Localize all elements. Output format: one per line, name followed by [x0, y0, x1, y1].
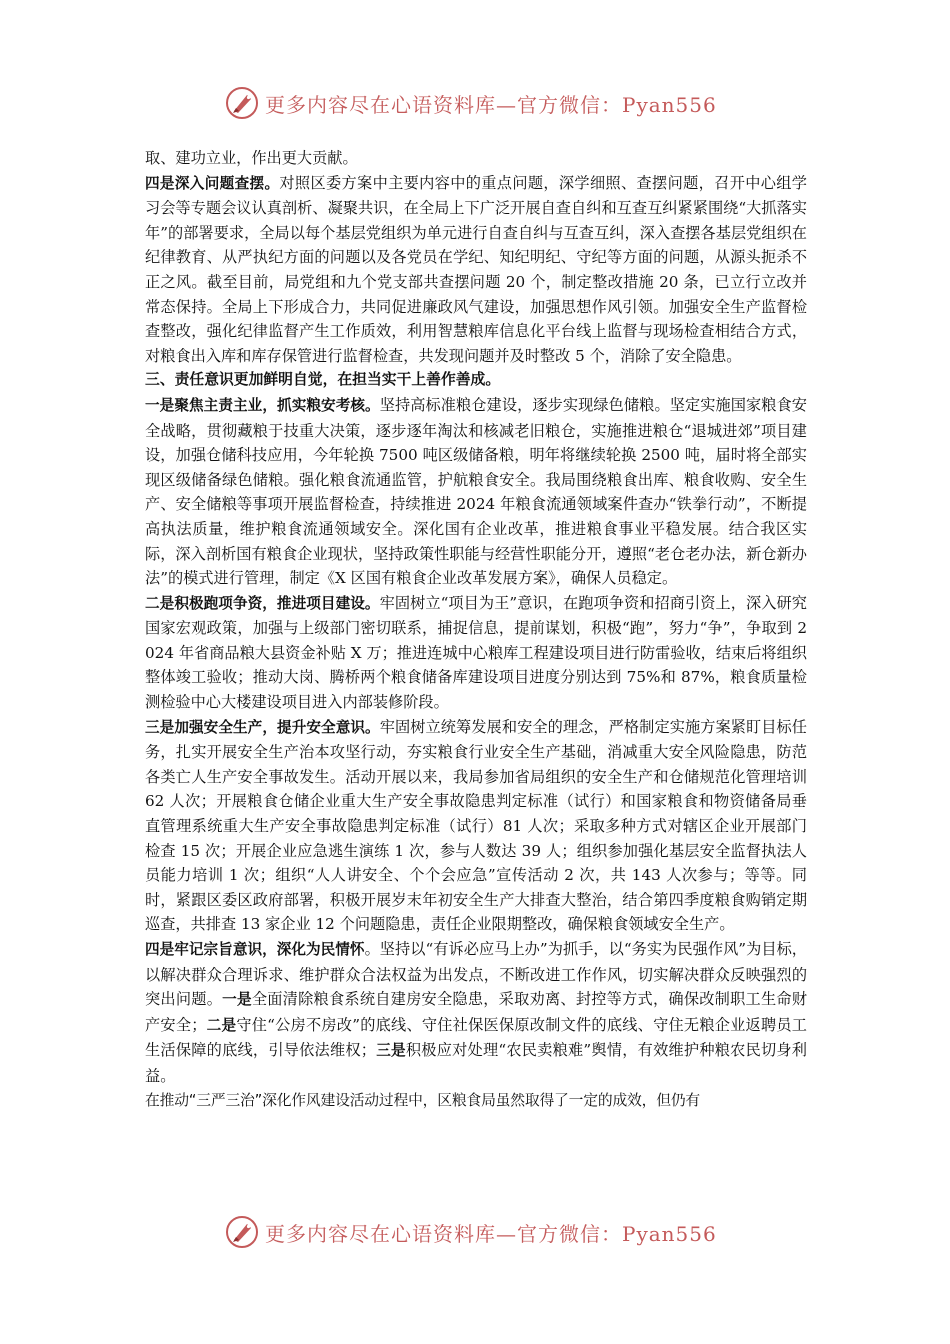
- paragraph-text: 守住“公房不房改”的底线、守住社保医保原改制文件的底线、守住无粮企业返聘员工生活保障的底线，引导依法维权；: [145, 1015, 807, 1060]
- document-body: [145, 146, 807, 1113]
- paragraph-lead: 三是加强安全生产，提升安全意识。: [145, 718, 380, 736]
- paragraph-grain-security: [145, 393, 807, 591]
- watermark-text: 更多内容尽在心语资料库—官方微信：Pyan556: [265, 92, 717, 117]
- paragraph-text: 。坚持以“有诉必应马上办”为抓手，以“务实为民强作风”为目标，以解决群众合理诉求、维护群众合法权益为出发点，不断改进工作作风，切实解决群众反映强烈的突出问题。: [145, 940, 807, 1009]
- paragraph-text: 坚持高标准粮仓建设，逐步实现绿色储粮。坚定实施国家粮食安全战略，贯彻藏粮于技重大决策，逐步逐年淘汰和核减老旧粮仓，实施推进粮仓“退城进郊”项目建设，加强仓储科技应用，今年轮换 7500 吨区级储备粮，明年将继续轮换 2500 吨，届时将全部实现区级储备绿色储粮。强化粮食流通监管，护航粮食安全。我局围绕粮食出库、粮食收购、安全生产、安全储粮等事项开展监督检查，持续推进 2024 年粮食流通领域案件查办“铁拳行动”，不断提高执法质量，维护粮食流通领域安全。深化国有企业改革，推进粮食事业平稳发展。结合我区实际，深入剖析国有粮食企业现状，坚持政策性职能与经营性职能分开，遵照“老仓老办法，新仓新办法”的模式进行管理，制定《X 区国有粮食企业改革发展方案》，确保人员稳定。: [145, 395, 807, 588]
- inline-bold-label: 三是: [376, 1042, 406, 1060]
- pen-nib-logo-icon: [225, 1215, 259, 1249]
- paragraph-text: 对照区委方案中主要内容中的重点问题，深学细照、查摆问题，召开中心组学习会等专题会议认真剖析、凝聚共识，在全局上下广泛开展自查自纠和互查互纠紧紧围绕“大抓落实年”的部署要求，全局以每个基层党组织为单元进行自查自纠与互查互纠，深入查摆各基层党组织在纪律教育、从严执纪方面的问题以及各党员在学纪、知纪明纪、守纪等方面的问题，从源头扼杀不正之风。截至目前，局党组和九个党支部共查摆问题 20 个，制定整改措施 20 条，已立行立改并常态保持。全局上下形成合力，共同促进廉政风气建设，加强思想作风引领。加强安全生产监督检查整改，强化纪律监督产生工作质效，利用智慧粮库信息化平台线上监督与现场检查相结合方式，对粮食出入库和库存保管进行监督检查，共发现问题并及时整改 5 个，消除了安全隐患。: [145, 173, 807, 365]
- paragraph-problem-review: [145, 171, 807, 369]
- paragraph-people-service: [145, 937, 807, 1089]
- section-heading: 三、责任意识更加鲜明自觉，在担当实干上善作善成。: [145, 371, 501, 389]
- watermark-footer: [225, 1212, 745, 1252]
- pen-nib-logo-icon: [225, 86, 259, 120]
- paragraph-0: 取、建功立业，作出更大贡献。: [145, 149, 358, 167]
- watermark-text: 更多内容尽在心语资料库—官方微信：Pyan556: [265, 1221, 717, 1246]
- paragraph-project-funding: [145, 591, 807, 715]
- paragraph-lead: 二是积极跑项争资，推进项目建设。: [145, 594, 380, 612]
- paragraph-text: 牢固树立统筹发展和安全的理念，严格制定实施方案紧盯目标任务，扎实开展安全生产治本攻坚行动，夯实粮食行业安全生产基础，消减重大安全风险隐患，防范各类亡人生产安全事故发生。活动开展以来，我局参加省局组织的安全生产和仓储规范化管理培训 62 人次；开展粮食仓储企业重大生产安全事故隐患判定标准（试行）和国家粮食和物资储备局垂直管理系统重大生产安全事故隐患判定标准（试行）81 人次；采取多种方式对辖区企业开展部门检查 15 次；开展企业应急逃生演练 1 次，参与人数达 39 人；组织参加强化基层安全监督执法人员能力培训 1 次；组织“人人讲安全、个个会应急”宣传活动 2 次，共 143 人次参与；等等。同时，紧跟区委区政府部署，积极开展岁末年初安全生产大排查大整治，结合第四季度粮食购销定期巡查，共排查 13 家企业 12 个问题隐患，责任企业限期整改，确保粮食领域安全生产。: [145, 717, 807, 934]
- paragraph-lead: 四是深入问题查摆。: [145, 174, 280, 192]
- paragraph-text: 积极应对处理“农民卖粮难”舆情，有效维护种粮农民切身利益。: [145, 1041, 807, 1085]
- watermark-header: [225, 83, 745, 123]
- paragraph-summary: 在推动“三严三治”深化作风建设活动过程中，区粮食局虽然取得了一定的成效，但仍有: [145, 1091, 701, 1109]
- paragraph-text: 全面清除粮食系统自建房安全隐患，采取劝离、封控等方式，确保改制职工生命财产安全；: [145, 990, 808, 1034]
- paragraph-lead: 四是牢记宗旨意识，深化为民情怀: [145, 941, 365, 958]
- inline-bold-label: 二是: [206, 1016, 237, 1034]
- paragraph-lead: 一是聚焦主责主业，抓实粮安考核。: [145, 396, 380, 414]
- inline-bold-label: 一是: [222, 991, 252, 1009]
- paragraph-text: 牢固树立“项目为王”意识，在跑项争资和招商引资上，深入研究国家宏观政策，加强与上级部门密切联系，捕捉信息，提前谋划，积极“跑”，努力“争”，争取到 2024 年省商品粮大县资金补贴 X 万；推进连城中心粮库工程建设项目进行防雷验收，结束后将组织整体竣工验收；推动大岗、腾桥两个粮食储备库建设项目进度分别达到 75%和 87%，粮食质量检测检验中心大楼建设项目进入内部装修阶段。: [145, 593, 807, 712]
- paragraph-safety-production: [145, 715, 807, 937]
